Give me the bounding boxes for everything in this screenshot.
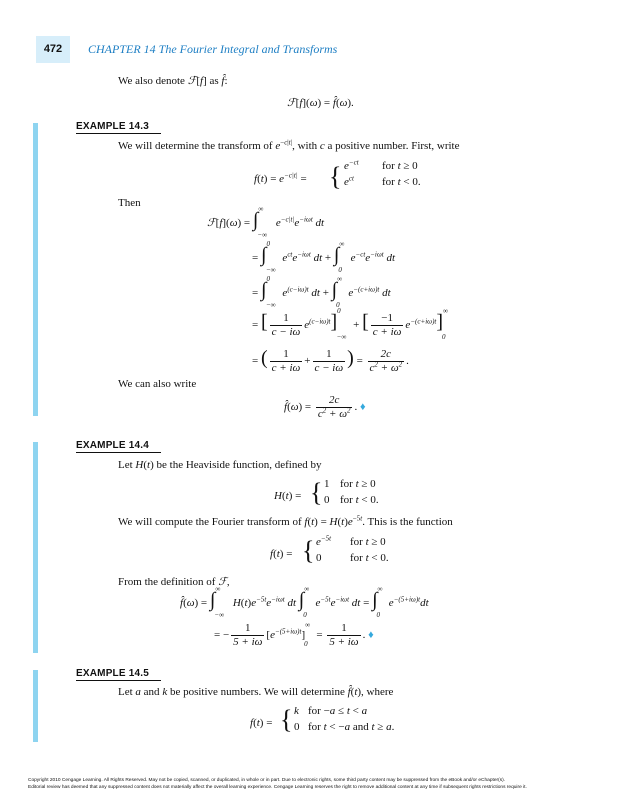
derivation-line-5: = ( $\frac{1}{c + i\omega}$ + $\frac{1}{c - i\omega}$ ) = $\frac{2c}{c^2 + \omega^2}$ . [252,347,409,374]
result-equation: f̂(ω) = $\frac{2c}{c^2 + \omega^2}$ . ♦ [284,394,366,420]
derivation-line-3: = ∫$^0_{-\infty}$ $e^{(c-i\omega)t}$ dt + $\int^\infty_0$ $e^{-(c+i\omega)t}$ dt [252,275,391,310]
example-title: EXAMPLE 14.4 [76,440,149,451]
copyright-line-1: Copyright 2010 Cengage Learning. All Rights Reserved. May not be copied, scanned, or duplicated, in whole or in part. Due to electronic rights, some third party content may be suppressed from the eBook and/or eChapter(s). [28,778,506,783]
derivation-line-1: ℱ[f](ω) = $\int^\infty_{-\infty}$ $e^{-c|t|}e^{-i\omega t}$ dt [207,205,325,240]
paragraph: We will determine the transform of $e^{-c|t|}$, with c a positive number. First, write [118,138,460,152]
example-rule [76,680,161,681]
running-head: CHAPTER 14 The Fourier Integral and Transforms [88,42,338,56]
example-rule [76,133,161,134]
paragraph: Let a and k be positive numbers. We will determine f̂(t), where [118,686,394,698]
then-label: Then [118,197,141,209]
derivation-line-4: = [ $\frac{1}{c - i\omega}$ $e^{(c-i\omega)t}]^0_{-\infty}$ + [ $\frac{-1}{c + i\omega}$ $e^{-(c+i\omega)t}]^\infty_0$ [252,307,449,342]
paragraph: We will compute the Fourier transform of $f(t) = H(t)e^{-5t}$. This is the function [118,514,453,528]
copyright-line-2: Editorial review has deemed that any suppressed content does not materially affect the overall learning experience. Cengage Learning reserves the right to remove additional content at any time if subsequent rights restrictions require it. [28,785,527,790]
example-bar [33,123,38,416]
transform-equation-line-1: f̂(ω) = $\int^\infty_{-\infty}$ $H(t)e^{-5t}e^{-i\omega t}$ dt $\int^\infty_0$ $e^{-5t}e^{-i\omega t}$ dt = $\int^\infty_0$ $e^{-(5+i\omega)t}dt$ [180,585,429,620]
derivation-line-2: = ∫$^0_{-\infty}$ $e^{ct}e^{-i\omega t}$ dt + $\int^\infty_0$ $e^{-ct}e^{-i\omega t}$ dt [252,240,396,275]
example-title: EXAMPLE 14.3 [76,121,149,132]
paragraph: From the definition of ℱ, [118,576,230,588]
example-title: EXAMPLE 14.5 [76,668,149,679]
example-rule [76,452,161,453]
end-of-example-icon: ♦ [368,629,374,642]
paragraph: Let H(t) be the Heaviside function, defined by [118,459,322,471]
end-of-example-icon: ♦ [359,401,366,414]
example-bar [33,442,38,653]
page-number: 472 [43,43,63,55]
transform-equation-line-2: = − $\frac{1}{5 + i\omega}$ $[e^{-(5+i\omega)t}]^\infty_0$ = $\frac{1}{5 + i\omega}$ . ♦ [214,621,374,649]
intro-text: We also denote ℱ[f] as f̂: [118,75,228,87]
intro-equation: ℱ[f](ω) = f̂(ω). [287,97,354,109]
example-bar [33,670,38,742]
also-label: We can also write [118,378,197,390]
